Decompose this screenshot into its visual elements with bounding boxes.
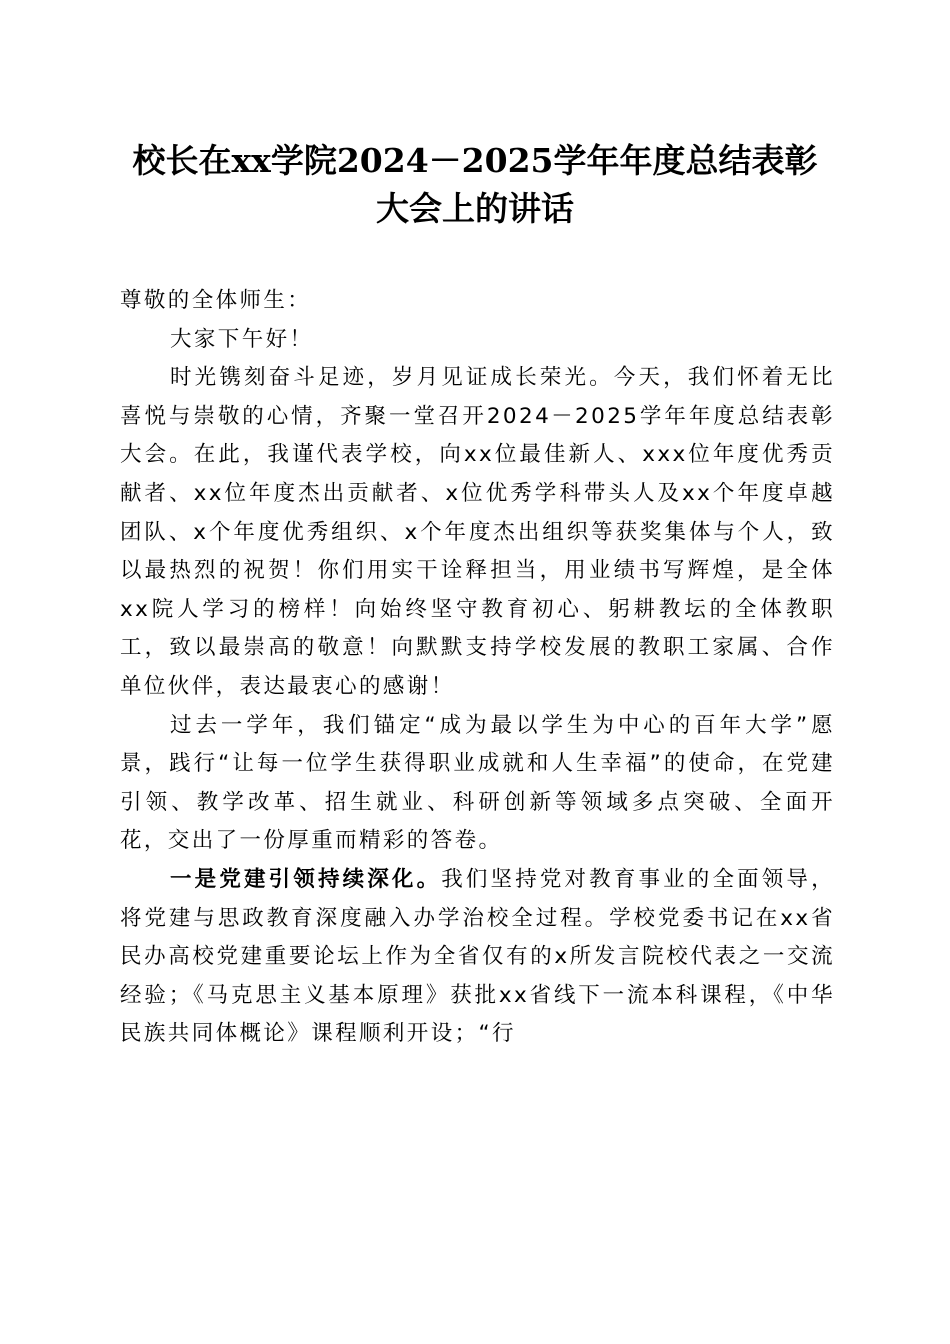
paragraph-3-heading: 一是党建引领持续深化。 — [170, 866, 442, 892]
greeting: 大家下午好！ — [170, 326, 314, 352]
document-title — [100, 137, 850, 233]
paragraph-1: 时光镌刻奋斗足迹，岁月见证成长荣光。今天，我们怀着无比喜悦与崇敬的心情，齐聚一堂召开2024－2025学年年度总结表彰大会。在此，我谨代表学校，向xx位最佳新人、xxx位年度优秀贡献者、xx位年度杰出贡献者、x位优秀学科带头人及xx个年度卓越团队、x个年度优秀组织、x个年度杰出组织等获奖集体与个人，致以最热烈的祝贺！你们用实干诠释担当，用业绩书写辉煌，是全体xx院人学习的榜样！向始终坚守教育初心、躬耕教坛的全体教职工，致以最崇高的敬意！向默默支持学校发展的教职工家属、合作单位伙伴，表达最衷心的感谢！ — [120, 365, 835, 699]
paragraph-3 — [120, 861, 835, 1054]
document-body — [120, 282, 835, 1054]
paragraph-3-text: 我们坚持党对教育事业的全面领导，将党建与思政教育深度融入办学治校全过程。学校党委书记在xx省民办高校党建重要论坛上作为全省仅有的x所发言院校代表之一交流经验；《马克思主义基本原理》获批xx省线下一流本科课程，《中华民族共同体概论》课程顺利开设；“行 — [120, 866, 835, 1047]
salutation: 尊敬的全体师生： — [120, 288, 312, 313]
title-line-1: 校长在xx学院2024－2025学年年度总结表彰 — [132, 141, 818, 180]
paragraph-2: 过去一学年，我们锚定“成为最以学生为中心的百年大学”愿景，践行“让每一位学生获得职业成就和人生幸福”的使命，在党建引领、教学改革、招生就业、科研创新等领域多点突破、全面开花，交出了一份厚重而精彩的答卷。 — [120, 712, 835, 854]
title-line-2: 大会上的讲话 — [376, 189, 574, 228]
